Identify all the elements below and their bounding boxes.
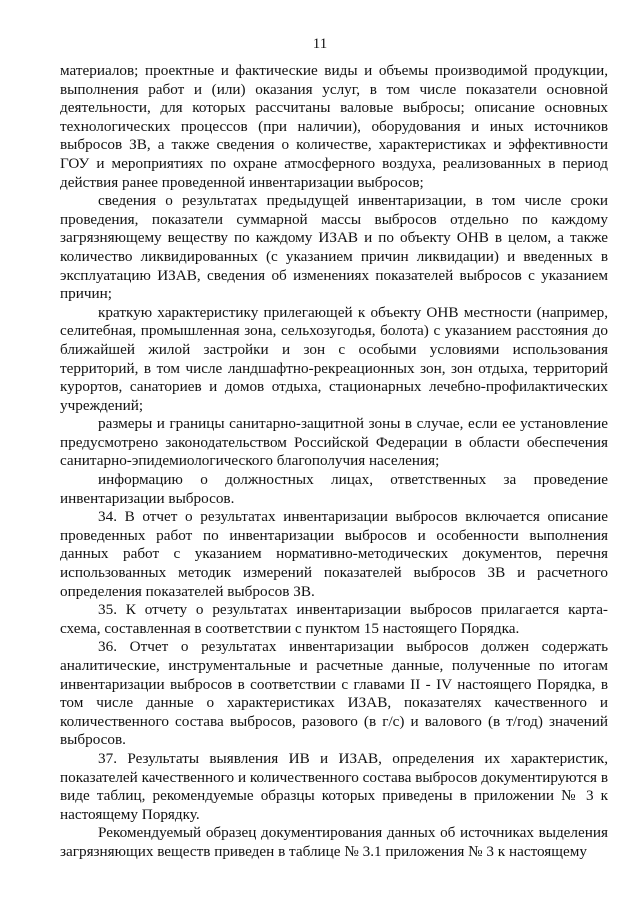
document-body — [60, 62, 608, 862]
paragraph-sanitary-zone: размеры и границы санитарно-защитной зоны в случае, если ее установление предусмотрено законодательством Российской Федерации в области обеспечения санитарно-эпидемиологического благополучия населения; — [60, 415, 608, 470]
paragraph-item-35: 35. К отчету о результатах инвентаризации выбросов прилагается карта-схема, составленная в соответствии с пунктом 15 настоящего Порядка. — [60, 601, 608, 637]
paragraph-item-37: 37. Результаты выявления ИВ и ИЗАВ, определения их характеристик, показателей качественного и количественного состава выбросов документируются в виде таблиц, рекомендуемые образцы которых приведены в приложении № 3 к настоящему Порядку. — [60, 749, 608, 823]
paragraph-item-36: 36. Отчет о результатах инвентаризации выбросов должен содержать аналитические, инструментальные и расчетные данные, полученные по итогам инвентаризации выбросов в соответствии с главами II - IV настоящего Порядка, в том числе данные о характеристиках ИЗАВ, показателях качественного и количественного состава выбросов, разового (в г/с) и валового (в т/год) значений выбросов. — [60, 638, 608, 749]
paragraph-area-characteristics: краткую характеристику прилегающей к объекту ОНВ местности (например, селитебная, промышленная зона, сельхозугодья, болота) с указанием расстояния до ближайшей жилой застройки и зон с особыми условиями использования территорий, в том числе ландшафтно-рекреационных зон, зон отдыха, территорий курортов, санаториев и домов отдыха, стационарных лечебно-профилактических учреждений; — [60, 303, 608, 414]
page-number: 11 — [312, 36, 328, 52]
paragraph-responsible-persons: информацию о должностных лицах, ответственных за проведение инвентаризации выбросов. — [60, 471, 608, 507]
paragraph-recommended-sample: Рекомендуемый образец документирования данных об источниках выделения загрязняющих веществ приведен в таблице № 3.1 приложения № 3 к настоящему — [60, 824, 608, 860]
paragraph-continuation: материалов; проектные и фактические виды и объемы производимой продукции, выполнения работ и (или) оказания услуг, в том числе показатели основной деятельности, для которых рассчитаны валовые выбросы; описание основных технологических процессов (при наличии), оборудования и иных источников выбросов ЗВ, а также сведения о количестве, характеристиках и эффективности ГОУ и мероприятиях по охране атмосферного воздуха, реализованных в период действия ранее проведенной инвентаризации выбросов; — [60, 62, 608, 191]
paragraph-previous-inventory: сведения о результатах предыдущей инвентаризации, в том числе сроки проведения, показатели суммарной массы выбросов отдельно по каждому загрязняющему веществу по каждому ИЗАВ и по объекту ОНВ в целом, а также количество ликвидированных (с указанием причин ликвидации) и введенных в эксплуатацию ИЗАВ, сведения об изменениях показателей выбросов с указанием причин; — [60, 192, 608, 303]
paragraph-item-34: 34. В отчет о результатах инвентаризации выбросов включается описание проведенных работ по инвентаризации выбросов и особенности выполнения данных работ с указанием нормативно-методических документов, перечня использованных методик измерений показателей выбросов ЗВ и расчетного определения показателей выбросов ЗВ. — [60, 508, 608, 600]
